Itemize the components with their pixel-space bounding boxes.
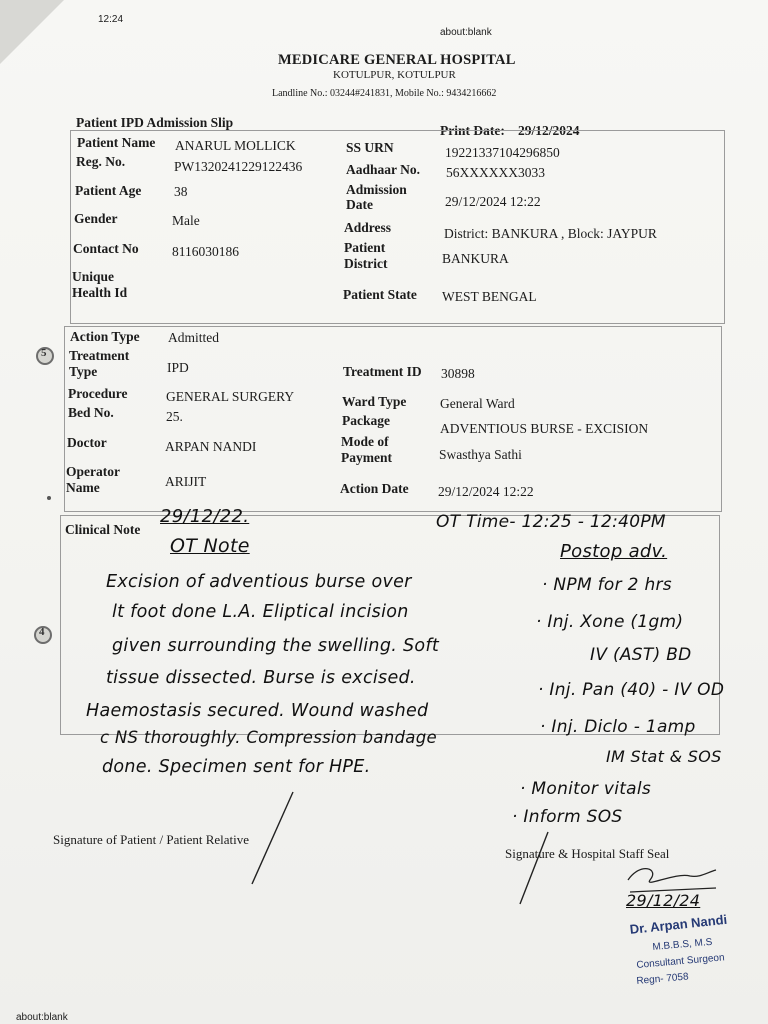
action-date: 29/12/2024 12:22 <box>438 484 534 499</box>
hospital-location: KOTULPUR, KOTULPUR <box>333 69 456 81</box>
operation-note-line: given surrounding the swelling. Soft <box>112 636 439 656</box>
operator-name-label: Operator Name <box>66 464 120 495</box>
slip-title: Patient IPD Admission Slip <box>76 115 234 130</box>
age-value: 38 <box>174 184 188 199</box>
margin-mark-5: 5 <box>41 347 47 359</box>
action-type: Admitted <box>168 330 219 345</box>
advice-line: IM Stat & SOS <box>606 747 722 766</box>
patient-signature-label: Signature of Patient / Patient Relative <box>53 832 250 847</box>
stamp-title: Consultant Surgeon <box>636 952 726 971</box>
print-url-bottom: about:blank <box>16 1012 68 1023</box>
action-date-label: Action Date <box>340 481 409 496</box>
address-value: District: BANKURA , Block: JAYPUR <box>444 226 657 241</box>
operation-note-line: Haemostasis secured. Wound washed <box>86 701 429 721</box>
advice-line: · Inj. Pan (40) - IV OD <box>538 680 725 700</box>
contact-label: Contact No <box>73 241 139 256</box>
print-time: 12:24 <box>98 14 124 25</box>
doctor-value: ARPAN NANDI <box>165 439 257 454</box>
payment-mode-label: Mode of Payment <box>341 434 392 465</box>
age-label: Patient Age <box>75 183 142 198</box>
print-date-label: Print Date: <box>440 123 505 138</box>
package-label: Package <box>342 413 390 428</box>
ssurn-value: 19221337104296850 <box>445 145 560 160</box>
print-url-top: about:blank <box>440 27 492 38</box>
doctor-label: Doctor <box>67 435 107 450</box>
margin-mark-4: 4 <box>39 626 45 638</box>
payment-mode: Swasthya Sathi <box>439 447 522 462</box>
treatment-id: 30898 <box>441 366 475 381</box>
treatment-type: IPD <box>167 360 189 375</box>
signature-date: 29/12/24 <box>626 891 701 910</box>
unique-health-id-label: Unique Health Id <box>72 269 128 300</box>
treatment-id-label: Treatment ID <box>343 364 422 379</box>
hospital-name: MEDICARE GENERAL HOSPITAL <box>278 52 516 68</box>
stamp-doctor-name: Dr. Arpan Nandi <box>629 911 728 937</box>
operation-note-line: done. Specimen sent for HPE. <box>102 757 371 777</box>
patient-district: BANKURA <box>442 251 509 266</box>
advice-line: · NPM for 2 hrs <box>542 575 672 595</box>
procedure-label: Procedure <box>68 386 128 401</box>
gender-label: Gender <box>74 211 118 226</box>
bed-no: 25. <box>166 409 183 424</box>
ward-type-label: Ward Type <box>342 394 407 409</box>
operation-note-line: tissue dissected. Burse is excised. <box>106 668 416 688</box>
reg-no: PW1320241229122436 <box>174 159 303 174</box>
handwritten-postop-heading: Postop adv. <box>560 541 668 562</box>
operation-note-line: c NS thoroughly. Compression bandage <box>100 728 437 747</box>
handwritten-ot-note-heading: OT Note <box>170 535 250 557</box>
package-value: ADVENTIOUS BURSE - EXCISION <box>440 421 649 436</box>
operation-note-line: Excision of adventious burse over <box>106 572 412 592</box>
advice-line: · Inj. Diclo - 1amp <box>540 717 696 737</box>
procedure-value: GENERAL SURGERY <box>166 389 295 404</box>
ssurn-label: SS URN <box>346 140 394 155</box>
margin-dot <box>47 496 51 500</box>
gender-value: Male <box>172 213 200 228</box>
patient-name: ANARUL MOLLICK <box>175 138 296 153</box>
clinical-note-label: Clinical Note <box>65 522 141 537</box>
print-date: 29/12/2024 <box>518 123 580 138</box>
operation-note-line: lt foot done L.A. Eliptical incision <box>112 602 409 622</box>
stamp-registration: Regn- 7058 <box>636 971 690 987</box>
patient-district-label: Patient District <box>344 240 388 271</box>
patient-name-label: Patient Name <box>77 135 156 150</box>
hospital-contact: Landline No.: 03244#241831, Mobile No.: 9434216662 <box>272 88 497 99</box>
admission-date: 29/12/2024 12:22 <box>445 194 541 209</box>
stamp-degree: M.B.B.S, M.S <box>652 936 713 953</box>
contact-value: 8116030186 <box>172 244 239 259</box>
patient-state: WEST BENGAL <box>442 289 537 304</box>
ward-type: General Ward <box>440 396 515 411</box>
advice-line: IV (AST) BD <box>590 645 692 665</box>
advice-line: · Inform SOS <box>512 807 623 827</box>
handwritten-ot-time: OT Time- 12:25 - 12:40PM <box>436 512 666 532</box>
action-type-label: Action Type <box>70 329 140 344</box>
aadhaar-label: Aadhaar No. <box>346 162 421 177</box>
bed-no-label: Bed No. <box>68 405 114 420</box>
operator-name: ARIJIT <box>165 474 207 489</box>
treatment-type-label: Treatment Type <box>69 348 130 379</box>
handwritten-date: 29/12/22. <box>160 506 250 527</box>
address-label: Address <box>344 220 392 235</box>
reg-no-label: Reg. No. <box>76 154 126 169</box>
advice-line: · Inj. Xone (1gm) <box>536 612 684 632</box>
advice-line: · Monitor vitals <box>520 779 652 799</box>
admission-date-label: Admission Date <box>346 182 407 212</box>
aadhaar-value: 56XXXXXX3033 <box>446 165 545 180</box>
patient-state-label: Patient State <box>343 287 417 302</box>
staff-signature-label: Signature & Hospital Staff Seal <box>505 846 670 861</box>
